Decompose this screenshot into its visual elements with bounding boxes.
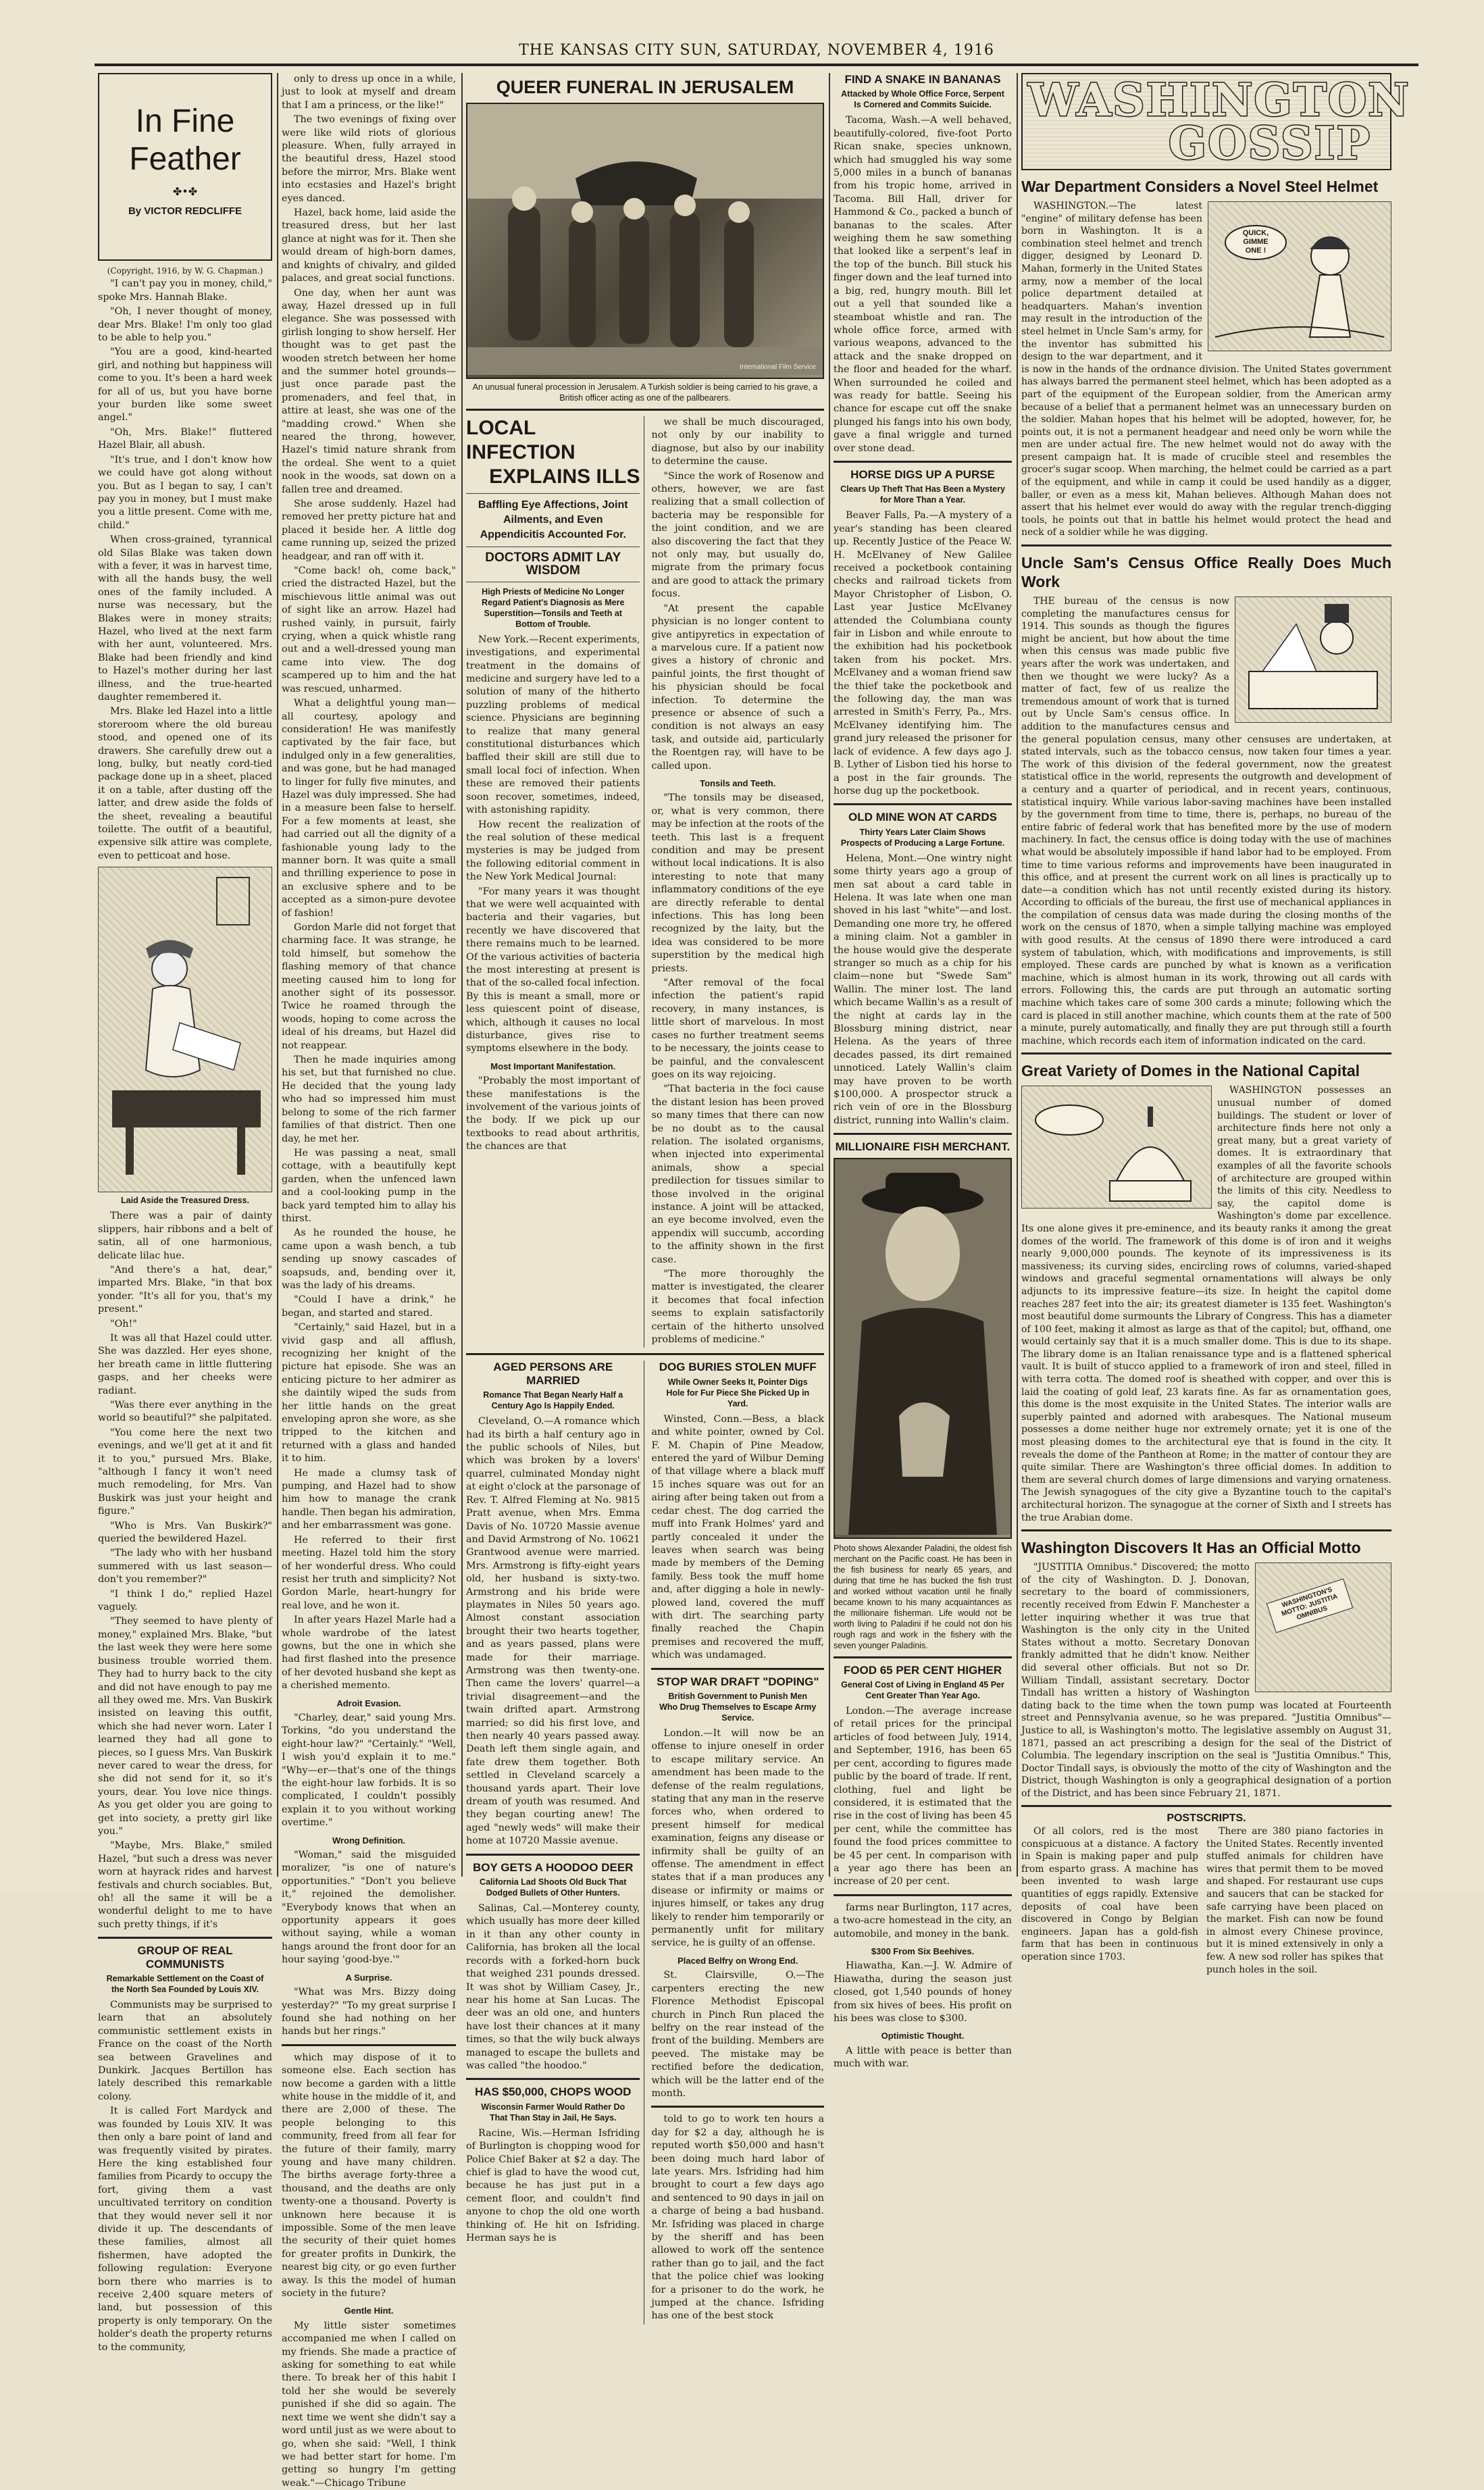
rule	[466, 493, 640, 494]
rule	[834, 461, 1012, 463]
rule	[466, 1353, 824, 1355]
aged-text: Cleveland, O.—A romance which had its birth a half century ago in the public schools of Niles, but which was broken by a lovers' quarrel, culminated Monday night at eight o'clock at the parsonage of Rev. T. Alfred Fleming at No. 9815 Pratt avenue, when Mrs. Emma Davis of No. 10720 Massie avenue and David Armstrong of No. 10621 Grantwood avenue were married. Mrs. Armstrong is fifty-eight years old, her husband is sixty-two. Armstrong and his bride were playmates in Niles 50 years ago. Almost constant association brought their two hearts together, and as years passed, plans were made for their marriage. Armstrong was then twenty-one. Then came the lovers' quarrel—a trivial disagreement—and the twain drifted apart. Armstrong married; so did his first love, and then nearly 40 years passed away. Death left them single again, and fate drew them together. Both settled in Cleveland scarcely a thousand yards apart. Their love dream of youth was resumed. And they began courting anew! The aged "newly weds" will make their home at 10720 Massie avenue.	[466, 1416, 640, 1847]
census-text: THE bureau of the census is now completing the manufactures census for 1914. This sounds as though the figures might be ancient, but how about the time when this census was made public five years after the work was undertaken, and then we thought we were lucky? As a matter of fact, few of us realize the tremendous amount of work that is turned out by Uncle Sam's census office. In addition to the manufactures census and the general population census, many other censuses are undertaken, at stated intervals, such as the tobacco census, now taken four times a year. The work of this division of the federal government, now the greatest statistical office in the world, represents the outgrowth and development of a century and a quarter of periodical, and in recent years, continuous, statistical inquiry. While various labor-saving machines have been installed by the government from time to time, there is, perhaps, no bureau of the entire fabric of federal work that has benefited more by the use of modern machinery. In fact, the census office is doing today with the use of machines what would be absolutely impossible if hand labor had to be employed. From time to time various reforms and improvements have been inaugurated in this office, and at present the current work on all lines is practically up to date—a condition which has not until recently existed during its history. According to officials of the bureau, the first use of mechanical appliances in the compilation of census data was made during the closing months of the work on the census of 1870, when a simple tallying machine was employed with good results. At the census of 1890 there were introduced a card system of tabulation, which, with modifications and improvements, is still employed. These cards are punched by what is known as a verification machine, which is almost human in its work, throwing out all cards with errors. Following this, the cards are put through an automatic sorting machine which takes care of some 300 cards a minute; following which the card is placed in still another machine, which counts them at the rate of 500 a minute, purely automatically, and finally they are put through still a fourth machine, which records each item of information indicated on the card.	[1021, 596, 1391, 1046]
rule	[466, 1854, 640, 1856]
rule	[466, 2078, 640, 2080]
headline-stop: STOP WAR DRAFT "DOPING"	[657, 1675, 819, 1688]
washington-gossip-banner	[1021, 73, 1410, 170]
paragraph: we shall be much discouraged, not only by our inability to diagnose, but also by our inability to determine the cause.	[651, 417, 824, 467]
postscripts-left: Of all colors, red is the most conspicuous at a distance. A factory in Spain is making paper and pulp from esparto grass. A machine has been invented to wash large quantities of eggs rapidly. Extensive deposits of coal have been discovered in Congo by Belgian engineers. Japan has a gold-fish farm that has been in continuous operation since 1703.	[1021, 1826, 1198, 1962]
dress-illustration	[98, 867, 272, 1192]
bees-text: Hiawatha, Kan.—J. W. Admire of Hiawatha, during the season just closed, got 1,540 pounds of honey from six hives of bees. His profit on his bees was close to $300.	[834, 1960, 1012, 2024]
story-title-box	[98, 73, 272, 261]
photo-caption: An unusual funeral procession in Jerusalem. A Turkish soldier is being carried to his grave, a British officer acting as one of the pallbearers.	[472, 382, 818, 403]
paragraph: There was a pair of dainty slippers, hair ribbons and a belt of satin, all of one harmonious, delicate lilac hue.	[98, 1211, 272, 1261]
paragraph: As he rounded the house, he came upon a wash bench, a tub sending up snowy cascades of soapsuds, and, bending over it, was the lady of his dreams.	[282, 1227, 456, 1291]
food-text: London.—The average increase of retail prices for the principal articles of food between July, 1914, and September, 1916, has been 65 per cent, according to figures made public by the board of trade. If rent, clothing, fuel and light be considered, it is estimated that the rise in the cost of living has been 45 per cent, while the committee has found the food prices committee to be 45 per cent. In comparison with a year ago there has been an increase of 20 per cent.	[834, 1706, 1012, 1887]
mine-text: Helena, Mont.—One wintry night some thirty years ago a group of men sat about a card table in Helena. It was late when one man shoved in his last "white"—and lost. Demanding one more try, he offered a mining claim. Not a gambler in the house would give the desperate stranger so much as a chip for his claim—none but "Swede Sam" Wallin. The miner lost. The land which became Wallin's as a result of the night at cards lay in the Blossburg mining district, near Helena. As the years of three decades passed, its dirt remained unnoticed. Lately Wallin's claim may have proven to be worth $100,000. A prospector struck a rich vein of ore in the Blossburg district, running into Wallin's claim.	[834, 853, 1012, 1126]
rule	[834, 1133, 1012, 1135]
dek-aged: Romance That Began Nearly Half a Century Ago Is Happily Ended.	[483, 1390, 623, 1411]
story-text-1	[98, 278, 272, 863]
paragraph: She arose suddenly. Hazel had removed her pretty picture hat and placed it beside her. A little dog came running up, seized the prized headgear, and ran off with it.	[282, 499, 456, 562]
paragraph: "Maybe, Mrs. Blake," smiled Hazel, "but such a dress was never worn at hayrack rides and harvest festivals and church sociables. But, oh! all the same it will be a wonderful delight to me to have such pretty things, if it's	[98, 1840, 272, 1930]
paragraph: "After removal of the focal infection the patient's rapid recovery, in many instances, is little short of marvelous. In most cases no further treatment seems to be necessary, the joints cease to be painful, and the convalescent goes on its way rejoicing.	[651, 977, 824, 1080]
story-title: In Fine Feather	[129, 103, 241, 177]
paragraph: It is called Fort Mardyck and was founded by Louis XIV. It was then only a bare point of land and was frequently visited by pirates. Here the king established four families from Picardy to occupy the fort, giving them a vast uncultivated territory on condition that they would never sell it nor divide it up. The descendants of these families, almost all fishermen, have adopted the following regulation: Everyone born there who marries is to receive 2,400 square meters of land, but possession of this property is only temporary. On the holder's death the property returns to the community,	[98, 2106, 272, 2353]
helmet-cartoon	[1208, 201, 1391, 351]
headline-snake: FIND A SNAKE IN BANANAS	[844, 73, 1001, 86]
paragraph: "It's true, and I don't know how we could have got along without you. But as I began to say, I can't pay you in money, but I must make you a little present. Come with me, child."	[98, 454, 272, 531]
headline-fifty: HAS $50,000, CHOPS WOOD	[475, 2085, 632, 2099]
adroit-text: "Charley, dear," said young Mrs. Torkins, "do you understand the eight-hour law?" "Certainly." "Well, I wish you'd explain it to me." "Why—er—that's one of the things the eight-hour law forbids. It is so complicated, I couldn't possibly explain it to you without working overtime."	[282, 1712, 456, 1829]
paragraph: He was passing a neat, small cottage, with a beautifully kept garden, when the unfenced lawn and a cool-looking pump in the back yard tempted him to allay his thirst.	[282, 1147, 456, 1224]
paragraph: "Probably the most important of these manifestations is the involvement of the various joints of the body. If we pick up our textbooks to read about arthritis, the chances are that	[466, 1075, 640, 1152]
local-infection-story	[466, 416, 824, 1348]
surprise-text: "What was Mrs. Bizzy doing yesterday?" "To my great surprise I found she had nothing on her hands but her rings."	[282, 1987, 456, 2037]
helmet-text: WASHINGTON.—The latest "engine" of military defense has been born in Washington. It is a combination steel helmet and trench digger, designed by Leonard D. Mahan, formerly in the United States army, now a member of the local police department detailed at headquarters. Mahan's invention may result in the introduction of the steel helmet in Uncle Sam's army, for the inventor has submitted his design to the war department, and it is now in the hands of the ordnance division. The United States government has always barred the permanent steel helmet, which has been adopted as a part of the equipment of the European soldier, from the American army because of a belief that a permanent helmet was an unnecessary burden on the soldier. Mahan hopes that his helmet will be adopted, however, for, he points out, it is not a permanent headgear and need only be worn while the men are under actual fire. The new helmet would not do away with the present campaign hat. It is made of crucible steel and resembles the grocer's sugar scoop. When marching, the helmet could be carried as a part of the equipment, and while in camp it could be used handily as a digger, baller, or even as a mess kit, Mahan believes. Although Mahan does not assert that his helmet ever would do away with the regular trench-digging tools, he points out that in battle his helmet would protect the head and neck of a soldier while he was digging.	[1021, 201, 1391, 538]
rule	[834, 803, 1012, 805]
postscripts	[1021, 1825, 1391, 1977]
story-text-continued	[282, 73, 456, 1693]
fifty-text: Racine, Wis.—Herman Isfriding of Burlington is chopping wood for Police Chief Baker at $2 a day. The chief is glad to have the wood cut, because he has just put in a cement floor, and couldn't find anyone to chop the old one worth thinking of. He hit on Isfriding. Herman says he is	[466, 2127, 640, 2243]
local-text-3	[651, 416, 824, 773]
dek-boy: California Lad Shoots Old Buck That Dodged Bullets of Other Hunters.	[480, 1877, 627, 1898]
headline-local-2: EXPLAINS ILLS	[489, 465, 640, 488]
local-infection-right	[651, 416, 824, 1348]
local-text-1	[466, 634, 640, 1056]
masthead: THE KANSAS CITY SUN, SATURDAY, NOVEMBER 4, 1916	[519, 42, 994, 59]
rule	[1021, 1052, 1391, 1055]
funeral-procession-image	[467, 104, 823, 375]
chops-continued-2: farms near Burlington, 117 acres, a two-acre homestead in the city, an automobile, and money in the bank.	[834, 1902, 1012, 1939]
paragraph: Gordon Marle did not forget that charming face. It was strange, he told himself, but somehow the flashing memory of that chance meeting caused him to long for another sight of its possessor. Twice he roamed through the woods, hoping to come across the ideal of his dreams, but Hazel did not reappear.	[282, 922, 456, 1051]
communists-continued: which may dispose of it to someone else. Each section has now become a garden with a little white house in the middle of it, and there are 2,000 of these. The people belonging to this community, freed from all fear for the future of their family, marry young and have many children. The births average forty-three a thousand, and the deaths are only twenty-one a thousand. Poverty is unknown here because it is impossible. Some of the men leave the security of their quiet homes for greater profits in Dunkirk, the nearest big city, or go even further away. Is this the model of human society in the future?	[282, 2052, 456, 2300]
paragraph: "Oh, Mrs. Blake!" fluttered Hazel Blair, all abush.	[98, 426, 272, 451]
dek-horse: Clears Up Theft That Has Been a Mystery for More Than a Year.	[840, 484, 1005, 505]
ornament: ✤•✤	[172, 185, 198, 198]
illustration-caption: Laid Aside the Treasured Dress.	[121, 1196, 249, 1206]
paragraph: The two evenings of fixing over were like wild riots of glorious pleasure. When, fully arrayed in the beautiful dress, Hazel stood before the mirror, Mrs. Blake went into ecstasies and Hazel's bright eyes danced.	[282, 114, 456, 204]
motto-text: "JUSTITIA Omnibus." Discovered; the motto of the city of Washington. D. J. Donovan, secretary to the board of commissioners, recently received from Edwin F. Manchester a letter inquiring whether it was true that Washington is the only city in the United States without a motto. Secretary Donovan frankly admitted that he didn't know. Neither did several other officials. But not so Dr. William Tindall, assistant secretary. Doctor Tindall has written a history of Washington dating back to the time when the town pump was located at Fourteenth street and Pennsylvania avenue, so he was prepared. "Justitia Omnibus"—Justice to all, is Washington's motto. The legislative assembly on August 31, 1871, passed an act prescribing a design for the seal of the District of Columbia. The legendary inscription on the seal is "Justitia Omnibus." This, Doctor Tindall says, is obviously the motto of the city of Washington and the District, though Washington is only a geographical designation of a portion of the District, and has been since February 21, 1871.	[1021, 1562, 1391, 1799]
communists-text	[98, 1999, 272, 2354]
paragraph: New York.—Recent experiments, investigations, and experimental treatment in the domains of medicine and surgery have led to a solution of many of the hitherto puzzling problems of medical science. Physicians are beginning to realize that many general constitutional disturbances which baffled their skill are still due to small local foci of infection. When these are removed their patients soon recover, sometimes, indeed, with astonishing rapidity.	[466, 634, 640, 816]
headline-boy: BOY GETS A HOODOO DEER	[473, 1860, 634, 1874]
paragraph: "Oh!"	[110, 1318, 137, 1329]
rule	[651, 2106, 824, 2108]
paragraph: When cross-grained, tyrannical old Silas Blake was taken down with a fever, it was in harvest time, with all the hands busy, the well ones of the family included. A nurse was necessary, but the Blakes were in money straits; Hazel, who lived at the next farm with her aunt, volunteered. Mrs. Blake had been friendly and kind to Hazel's mother during her last illness, and the true-hearted daughter remembered it.	[98, 534, 272, 703]
paragraph: "You are a good, kind-hearted girl, and nothing but happiness will come to you. It's been a hard week for all of us, but you have borne your burden like some sweet angel."	[98, 347, 272, 424]
paragraph: "The more thoroughly the matter is investigated, the clearer it becomes that focal infection seems to explain satisfactorily certain of the hitherto unsolved problems of medicine."	[651, 1269, 824, 1346]
postscripts-right: There are 380 piano factories in the United States. Recently invented stuffed animals for children have wires that permit them to be moved and shaped. For restaurant use cups and saucers that can be stacked for safe carrying have been placed on the market. Fish can now be found in almost every Chinese province, but it is mined extensively in only a few. A new sod roller has spikes that punch holes in the soil.	[1206, 1826, 1383, 1975]
column-rule	[277, 73, 278, 1877]
column-rule	[1017, 73, 1018, 1877]
paragraph: Mrs. Blake led Hazel into a little storeroom where the old bureau stood, and opened one of its drawers. She carefully drew out a long, bulky, but neatly cord-tied package done up in a sheet, placed it on a table, after dusting off the latter, and drew aside the folds of the sheet, revealing a beautiful toilette. The outfit of a beautiful, expensive silk attire was complete, even to petticoat and hose.	[98, 706, 272, 861]
rule	[834, 1656, 1012, 1658]
headline-postscripts: POSTSCRIPTS.	[1167, 1812, 1246, 1825]
dek-dog: While Owner Seeks It, Pointer Digs Hole for Fur Piece She Picked Up in Yard.	[666, 1377, 810, 1408]
headline-helmet: War Department Considers a Novel Steel Helmet	[1021, 178, 1379, 195]
column-5	[1021, 73, 1410, 1975]
subhead-bees: $300 From Six Beehives.	[871, 1946, 975, 1956]
snake-text: Tacoma, Wash.—A well behaved, beautifully-colored, five-foot Porto Rican snake, species unknown, which had smuggled his way some 5,000 miles in a bunch of bananas from his tropic home, arrived in Tacoma. Bill Hall, driver for Hammond & Co., packed a bunch of bananas to the scales. After weighing them he saw something that looked like a serpent's leaf in the top of the bunch. Bill stuck his finger down and the leaf turned into a big, red, hungry mouth. Bill let out a yell that sounded like a steamboat whistle and ran. The whole office force, armed with various weapons, advanced to the attack and the snake dropped on the floor and headed for the wharf. When surrounded he coiled and was ready for battle. Seeing his chance for escape cut off the snake plunged his fangs into his own body, gave a final wriggle and turned over stone dead.	[834, 115, 1012, 454]
paladini-portrait	[835, 1159, 1010, 1535]
cartoon-bubble-text: QUICK, GIMME ONE !	[1242, 229, 1269, 255]
subhead-surprise: A Surprise.	[345, 1972, 392, 1983]
dek-communists: Remarkable Settlement on the Coast of the North Sea Founded by Louis XIV.	[106, 1974, 264, 1995]
deck-local-2: DOCTORS ADMIT LAY WISDOM	[485, 551, 621, 578]
dek-fifty: Wisconsin Farmer Would Rather Do That Than Stay in Jail, He Says.	[481, 2102, 625, 2123]
column-rule	[829, 73, 830, 1877]
rule	[1021, 1805, 1391, 1807]
fish-merchant-photo	[834, 1158, 1012, 1539]
local-infection-left	[466, 416, 644, 1348]
dek-food: General Cost of Living in England 45 Per Cent Greater Than Year Ago.	[841, 1680, 1004, 1701]
rule	[282, 2044, 456, 2046]
local-text-2	[466, 1075, 640, 1153]
column-1	[98, 73, 272, 2353]
subhead-wrong: Wrong Definition.	[332, 1835, 406, 1846]
capitol-dome-illustration	[1022, 1086, 1210, 1206]
photo-headline: QUEER FUNERAL IN JERUSALEM	[496, 77, 794, 97]
headline-food: FOOD 65 PER CENT HIGHER	[843, 1663, 1002, 1677]
paragraph: What a delightful young man—all courtesy, apology and consideration! He was manifestly captivated by the fair face, but indulged only in a few generalities, and was gone, but he had managed to linger for fully five minutes, and Hazel was duly impressed. She had in a measure been false to herself. For a few moments at least, she had carried out all the dignity of a fashionable young lady to the manner born. It was quite a small and thrilling experience to pose in an exclusive sphere and to be accepted as a simon-pure devotee of fashion!	[282, 698, 456, 919]
banner-line-2: GOSSIP	[1168, 117, 1371, 170]
paragraph: "You come here the next two evenings, and we'll get at it and fit it to you," pursued Mrs. Blake, "although I fancy it won't need much remodeling, for Mrs. Van Buskirk was just your height and figure."	[98, 1427, 272, 1517]
paragraph: "The tonsils may be diseased, or, what is very common, there may be infection at the roots of the teeth. This last is a frequent condition and may be present without local indications. It is also interesting to note that many inflammatory conditions of the eye are directly referable to dental infections. This has long been recognized by the laity, but the idea was considered to be more superstition by the medical high priests.	[651, 792, 824, 974]
subhead-adroit: Adroit Evasion.	[336, 1698, 401, 1708]
story-text-2	[98, 1210, 272, 1931]
subhead-gentle: Gentle Hint.	[344, 2306, 394, 2316]
headline-horse: HORSE DIGS UP A PURSE	[850, 467, 995, 481]
headline-domes: Great Variety of Domes in the National Capital	[1021, 1062, 1360, 1080]
paragraph: "Could I have a drink," he began, and started and stared.	[282, 1294, 456, 1319]
paragraph: "Was there ever anything in the world so beautiful?" she palpitated.	[98, 1399, 272, 1424]
domes-cartoon	[1021, 1086, 1212, 1209]
gentle-text: My little sister sometimes accompanied me when I called on my friends. She made a practice of asking for something to eat while there. To break her of this habit I told her she would be severely punished if she did so again. The next time we went she didn't say a word until just as we were about to go, when she said: "Well, I think we had better start for home. I'm getting so hungry I'm getting weak."—Chicago Tribune	[282, 2320, 456, 2489]
rule	[466, 409, 824, 411]
paragraph: "For many years it was thought that we were well acquainted with bacteria and their vagaries, but recently we have discovered that there remains much to be learned. Of the various activities of bacteria the most interesting at present is that of the so-called focal infection. By this is meant a small, more or less quiescent point of disease, which, although it causes no local disturbance, gives rise to symptoms elsewhere in the body.	[466, 886, 640, 1055]
masthead-rule	[95, 63, 1418, 66]
dek-snake: Attacked by Whole Office Force, Serpent Is Cornered and Commits Suicide.	[841, 89, 1004, 110]
paragraph: It was all that Hazel could utter. She was dazzled. Her eyes shone, her breath came in little fluttering gasps, and her cheeks were radiant.	[98, 1332, 272, 1396]
column-3	[466, 73, 825, 2322]
column-rule	[461, 73, 463, 1877]
paragraph: "Certainly," said Hazel, but in a vivid gasp and all afflush, recognizing her knight of the picture hat episode. She was an enticing picture to her admirer as she daintily wiped the suds from her little hands on the great enveloping apron she wore, as she tripped to the kitchen and returned with a glass and handed it to him.	[282, 1322, 456, 1465]
fish-caption: Photo shows Alexander Paladini, the oldest fish merchant on the Pacific coast. He has been in the fish business for nearly 65 years, and during that time he has bucked the fish trust and worked without vacation until he finally became known to his many acquaintances as the millionaire fisherman. Life would not be worth living to Paladini if he could not don his rough rags and work in the fishery with the seven younger Paladinis.	[834, 1543, 1012, 1650]
motto-sign-text: WASHINGTON'S MOTTO: JUSTITIA OMNIBUS	[1266, 1579, 1353, 1633]
dek-stop: British Government to Punish Men Who Drug Themselves to Escape Army Service.	[659, 1691, 817, 1723]
subhead-tonsils: Tonsils and Teeth.	[700, 778, 776, 788]
belfry-text: St. Clairsville, O.—The carpenters erecting the new Florence Methodist Episcopal church in Pinch Run placed the belfry on the rear instead of the front of the building. Members are peeved. The mistake may be rectified before the dedication, which will be the latter end of the month.	[651, 1970, 824, 2099]
copyright: (Copyright, 1916, by W. G. Chapman.)	[107, 266, 263, 276]
rule	[651, 1668, 824, 1670]
dek-mine: Thirty Years Later Claim Shows Prospects of Producing a Large Fortune.	[840, 827, 1005, 848]
banner-line-1: WASHINGTON	[1028, 74, 1410, 126]
paragraph: One day, when her aunt was away, Hazel dressed up in full elegance. She was possessed with girlish longing to show herself. Her thought was to get past the wooden stretch between her home and the summer hotel grounds—just once parade past the promenaders, and feel that, in attire at least, she was one of the "madding crowd." When she neared the throng, however, Hazel's timid nature shrank from the ordeal. She went to a quiet nook in the woods, sat down on a fallen tree and dreamed.	[282, 287, 456, 495]
headline-fish: MILLIONAIRE FISH MERCHANT.	[835, 1140, 1010, 1154]
paragraph: He made a clumsy task of pumping, and Hazel had to show him how to manage the crank handle. Then began his admiration, and her embarrassment was gone.	[282, 1467, 456, 1531]
paragraph: Then he made inquiries among his set, but that furnished no clue. He decided that the young lady who had so impressed him must belong to some of the rich farmer families of that district. Then one day, he met her.	[282, 1055, 456, 1144]
subhead-manifestation: Most Important Manifestation.	[490, 1061, 616, 1071]
paragraph: In after years Hazel Marle had a whole wardrobe of the latest gowns, but the one in which she had first flashed into the presence of her devoted husband she kept as a cherished memento.	[282, 1615, 457, 1692]
paragraph: "I can't pay you in money, child," spoke Mrs. Hannah Blake.	[98, 278, 272, 303]
headline-census: Uncle Sam's Census Office Really Does Much Work	[1021, 554, 1391, 591]
deck-local-1: Baffling Eye Affections, Joint Ailments, and Even Appendicitis Accounted For.	[478, 499, 628, 540]
uncle-sam-census-illustration	[1235, 597, 1389, 721]
stop-text: London.—It will now be an offense to injure oneself in order to escape military service. An amendment has been made to the defense of the realm regulations, stating that any man in the reserve forces who, when ordered to present himself for medical examination, feigns any disease or infirmity shall be guilty of an offense. The amendment in effect states that if a man produces any disease or infirmity or maims or injures himself, or takes any drug likely to render him temporarily or permanently unfit for military service, he is guilty of an offense.	[651, 1727, 825, 1949]
paragraph: only to dress up once in a while, just to look at myself and dream that I am a princess, or the like!"	[282, 74, 456, 111]
rule	[1021, 544, 1391, 547]
woman-with-dress-illustration	[99, 867, 272, 1190]
soldier-cartoon-illustration	[1208, 202, 1389, 349]
paragraph: "And there's a hat, dear," imparted Mrs. Blake, "in that box yonder. "It's all for you, that's my present."	[98, 1264, 272, 1315]
headline-motto: Washington Discovers It Has an Official Motto	[1021, 1539, 1361, 1557]
paragraph: Communists may be surprised to learn that an absolutely communistic settlement exists in France on the coast of the North sea between Gravelines and Dunkirk. Jacques Bertillon has lately described this remarkable colony.	[98, 2000, 272, 2102]
paragraph: How recent the realization of the real solution of these medical mysteries is may be judged from the following editorial comment in the New York Medical Journal:	[466, 819, 640, 883]
boy-text: Salinas, Cal.—Monterey county, which usually has more deer killed in it than any other county in California, has broken all the local records with a forked-horn buck that weighed 231 pounds dressed. It was shot by William Casey, Jr., near his home at San Lucas. The deer was an old one, and hunters have lost their chances at it many times, so that the wily buck always managed to escape the bullets and was called "the hoodoo."	[466, 1903, 640, 2071]
paragraph: "At present the capable physician is no longer content to give antipyretics in expectation of a marvelous cure. If a patient now gives a history of chronic and painful joints, the first thought of his physician should be focal infection. To determine the presence or absence of such a condition is not always an easy task, and outside aid, particularly the Roentgen ray, will have to be called upon.	[651, 603, 824, 771]
headline-dog: DOG BURIES STOLEN MUFF	[659, 1361, 817, 1374]
paragraph: "Come back! oh, come back," cried the distracted Hazel, but the mischievous little animal was out of sight like an arrow. Hazel had rushed vainly, in pursuit, fairly crying, when a quick whistle rang out and a well-dressed young man came into view. The dog scampered up to him and the hat was rescued, unharmed.	[282, 565, 456, 694]
bottom-right	[651, 1361, 824, 2324]
rule	[834, 1894, 1012, 1896]
horse-text: Beaver Falls, Pa.—A mystery of a year's standing has been cleared up. Recently Justice of the Peace W. H. McElvaney of New Galilee received a pocketbook containing checks and railroad tickets from Mayor Christopher of Lisbon, O. Last year Justice McElvaney attended the Columbiana county fair in Lisbon and while enroute to the exhibition had his pocketbook taken from his pocket. Mrs. McElvaney and a woman friend saw the thief take the pocketbook and the following day, the man was arrested in Smith's Ferry, Pa., Mrs. McElvaney identifying him. The grand jury released the prisoner for lack of evidence. A few days ago J. B. Lyther of Lisbon tied his horse to a post in the fair grounds. The horse dug up the pocketbook.	[834, 510, 1012, 796]
subhead-optimistic: Optimistic Thought.	[881, 2031, 965, 2041]
paragraph: "That bacteria in the foci cause the distant lesion has been proved so many times that there can now be no doubt as to the causal relation. The isolated organisms, when injected into experimental animals, show a special predilection for tissues similar to those involved in the original instance. A joint will be attacked, an eye become involved, even the appendix will succumb, according to the affinity shown in the first case.	[651, 1084, 824, 1265]
paragraph: "I think I do," replied Hazel vaguely.	[98, 1588, 272, 1613]
column-4	[834, 73, 1012, 2070]
optimistic-text: A little with peace is better than much with war.	[834, 2045, 1012, 2070]
paragraph: "The lady who with her husband summered with us last season—don't you remember?"	[98, 1548, 272, 1585]
paragraph: He referred to their first meeting. Hazel told him the story of her wonderful dress. Who could resist her truth and simplicity? Not Gordon Marle, heart-hungry for real love, and he won it.	[282, 1534, 456, 1611]
deck-local-3: High Priests of Medicine No Longer Regard Patient's Diagnosis as Mere Superstition—Tonsils and Teeth at Bottom of Trouble.	[482, 586, 625, 629]
chops-continued: told to go to work ten hours a day for $2 a day, although he is reputed worth $50,000 and hasn't been doing much hard labor of late years. Mrs. Isfriding had him brought to court a few days ago and sentenced to 90 days in jail on a charge of being a bad husband. Mr. Isfriding was placed in charge by the sheriff and has been allowed to work off the sentence rather than go to jail, and the fact that the police chief was looking for a prisoner to do the work, he jumped at the chance. Isfriding has one of the best stock	[651, 2114, 824, 2322]
headline-aged: AGED PERSONS ARE MARRIED	[493, 1361, 613, 1387]
column-2	[282, 73, 457, 2489]
paragraph: Hazel, back home, laid aside the treasured dress, but her last glance at night was for it. Then she would dream of high-born dames, and knights of chivalry, and gilded palaces, and great social functions.	[282, 207, 456, 284]
dog-text: Winsted, Conn.—Bess, a black and white pointer, owned by Col. F. M. Chapin of Pine Meadow, entered the yard of Wilbur Deming of that village where a black muff 15 inches square was out for an airing after being taken out from a cedar chest. The dog carried the muff into Frank Holmes' yard and partly concealed it under the leaves when search was being made by members of the Deming family. Bess took the muff home and, after digging a hole in newly-plowed land, covered the muff with dirt. The searching party finally reached the Chapin premises and recovered the muff, which was undamaged.	[651, 1413, 824, 1661]
wrong-text: "Woman," said the misguided moralizer, "is one of nature's opportunities." "Don't you believe it," rejoined the demolisher. "Everybody knows that when an opportunity appears it goes without saying, while a woman hangs around the front door for an hour saying 'good-bye.'"	[282, 1850, 456, 1966]
funeral-photo	[466, 103, 824, 379]
local-text-4	[651, 792, 824, 1346]
subhead-belfry: Placed Belfry on Wrong End.	[677, 1955, 798, 1966]
rule	[1021, 1529, 1391, 1531]
domes-text: WASHINGTON possesses an unusual number of domed buildings. The student or lover of architecture finds here not only a great many, but a great variety of domes. It is extraordinary that examples of all the favorite schools of architecture are grouped within the limits of this city. Needless to say, the capitol dome is Washington's dome par excellence. Its one alone gives it pre-eminence, and its beauty ranks it among the great domes of the world. The framework of this dome is of iron and it weighs nearly 9,000,000 pounds. The keynote of its impressiveness is its massiveness; its curving sides, encircling rows of columns, varied-shaped windows and graceful segmental ornamentations will always be only adjuncts to its impressive feature—its size. In height the capitol dome reaches 287 feet into the air; its greatest diameter is 135 feet. Washington's most beautiful dome surmounts the Library of Congress. This has a diameter of 100 feet, making it almost as large as that of the capitol; but, offhand, one would certainly say that it is a much smaller dome. This is due to its shape. The library dome is an Italian renaissance type and is a flattened spherical vault. It is built of stucco applied to a framework of iron and steel, filled in with terra cotta. The domed roof is sheathed with copper, and over this is laid the coating of gold leaf, 23 karats fine. As far as ornamentation goes, this dome is the most exquisite in the United States. The interior walls are superbly painted and adorned with arabesques. The National museum possesses a dome neither huge nor extremely ornate; yet it is one of the most pleasing domes to the architectural eye that is found in the city. It reveals the dome of the Pantheon at Rome; in the matter of contour they are quite similar. There are Washington's three official domes. In addition to them are several church domes of large dimensions and varying ornateness. The Jewish synagogues of the city give a Byzantine touch to the capital's architectural horizon. The synagogue at the corner of Sixth and I streets has the true Arabian dome.	[1021, 1085, 1391, 1523]
census-cartoon	[1235, 596, 1391, 723]
bottom-stories	[466, 1361, 824, 2324]
paragraph: "Oh, I never thought of money, dear Mrs. Blake! I'm only too glad to be able to help you."	[98, 306, 272, 344]
motto-cartoon	[1255, 1562, 1391, 1692]
paragraph: "They seemed to have plenty of money," explained Mrs. Blake, "but the last week they were here some business trouble worried them. They had to hurry back to the city and did not have enough to pay me all they owed me. Mrs. Van Buskirk insisted on leaving this outfit, which she had never worn. Later I learned they had all gone to pieces, so I guess Mrs. Van Buskirk never cared to wear the dress, for she did not send for it, so it's yours, dear. You love nice things. As you get older you are going to get into society, a pretty girl like you."	[98, 1616, 272, 1837]
photo-credit: International Film Service	[740, 363, 816, 371]
paragraph: "Who is Mrs. Van Buskirk?" queried the bewildered Hazel.	[98, 1520, 272, 1545]
headline-local-1: LOCAL INFECTION	[466, 417, 575, 463]
byline: By VICTOR REDCLIFFE	[128, 205, 242, 218]
paragraph: "Since the work of Rosenow and others, however, we are fast realizing that a small collection of bacteria may be responsible for the joint condition, and we are also discovering the fact that they not only may, but usually do, migrate from the primary focus and are good to attack the primary focus.	[651, 470, 824, 600]
headline-mine: OLD MINE WON AT CARDS	[848, 811, 998, 824]
rule	[98, 1937, 272, 1939]
bottom-left	[466, 1361, 644, 2324]
headline-communists: GROUP OF REAL COMMUNISTS	[137, 1944, 233, 1971]
